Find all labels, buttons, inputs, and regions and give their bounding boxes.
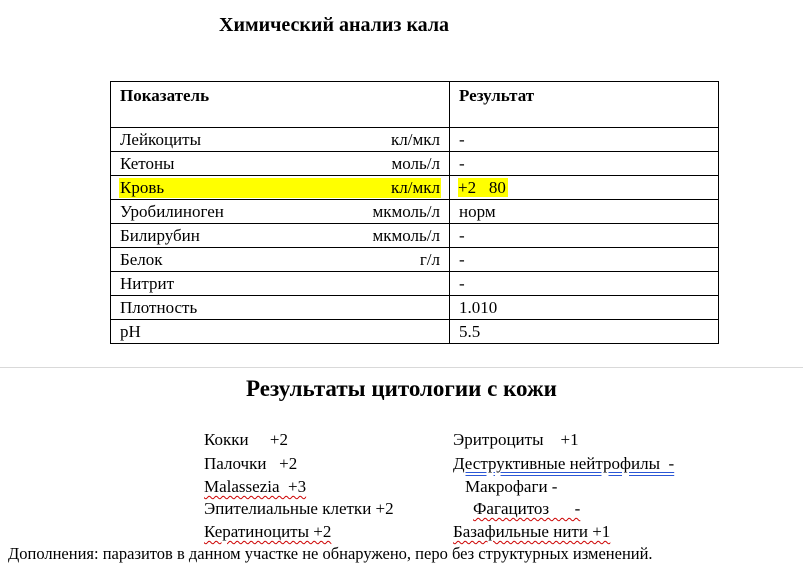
cyto-right-item: Макрофаги -: [465, 477, 558, 496]
row-result: норм: [459, 201, 496, 221]
table-header-row: [111, 82, 719, 128]
cyto-right-item: Эритроциты +1: [453, 430, 579, 449]
chemical-analysis-table: [110, 81, 719, 344]
row-result: -: [459, 273, 465, 293]
row-name: Билирубин: [120, 225, 200, 245]
row-unit: мкмоль/л: [372, 225, 440, 245]
row-unit: г/л: [419, 249, 440, 269]
header-indicator: Показатель: [120, 86, 210, 105]
row-result: +2 80: [458, 177, 506, 197]
chemical-analysis-title: Химический анализ кала: [219, 14, 450, 36]
row-result: -: [459, 249, 465, 269]
cyto-left-item: Эпителиальные клетки +2: [204, 499, 394, 518]
row-name: Белок: [120, 249, 163, 269]
cyto-right-item: Деструктивные нейтрофилы -: [453, 454, 675, 473]
cyto-left-item: Malassezia +3: [204, 477, 307, 496]
row-unit: кл/мкл: [391, 129, 440, 149]
table-row: [111, 128, 719, 152]
table-row: [111, 224, 719, 248]
table-row: [111, 152, 719, 176]
row-name: Кетоны: [120, 153, 175, 173]
row-name: Лейкоциты: [120, 129, 201, 149]
page-divider: [0, 367, 803, 368]
highlight-mark: [119, 178, 441, 198]
table-row: [111, 248, 719, 272]
row-name: Кровь: [120, 177, 165, 197]
cytology-title: Результаты цитологии с кожи: [246, 376, 557, 401]
row-name: Плотность: [120, 297, 198, 317]
cyto-right-item: Базафильные нити +1: [453, 522, 611, 541]
row-result: 5.5: [459, 321, 481, 341]
cyto-left-item: Кератиноциты +2: [204, 522, 332, 541]
row-unit: мкмоль/л: [372, 201, 440, 221]
cyto-right-item: Фагацитоз -: [473, 499, 581, 518]
table-row: [111, 320, 719, 344]
row-name: Нитрит: [120, 273, 175, 293]
row-unit: моль/л: [391, 153, 440, 173]
header-result: Результат: [459, 86, 535, 105]
row-result: 1.010: [459, 297, 498, 317]
row-result: -: [459, 225, 465, 245]
cyto-left-item: Палочки +2: [204, 454, 298, 473]
cyto-left-item: Кокки +2: [204, 430, 288, 449]
row-unit: кл/мкл: [391, 177, 440, 197]
row-result: -: [459, 129, 465, 149]
additional-note: Дополнения: паразитов в данном участке не обнаружено, перо без структурных изменений.: [8, 544, 653, 563]
row-name: pH: [120, 321, 141, 341]
table-row: [111, 272, 719, 296]
row-result: -: [459, 153, 465, 173]
header-indicator-cell: [111, 82, 450, 128]
row-name: Уробилиноген: [120, 201, 224, 221]
table-row-highlighted: [111, 176, 719, 200]
table-row: [111, 200, 719, 224]
table-row: [111, 296, 719, 320]
header-result-cell: [450, 82, 719, 128]
